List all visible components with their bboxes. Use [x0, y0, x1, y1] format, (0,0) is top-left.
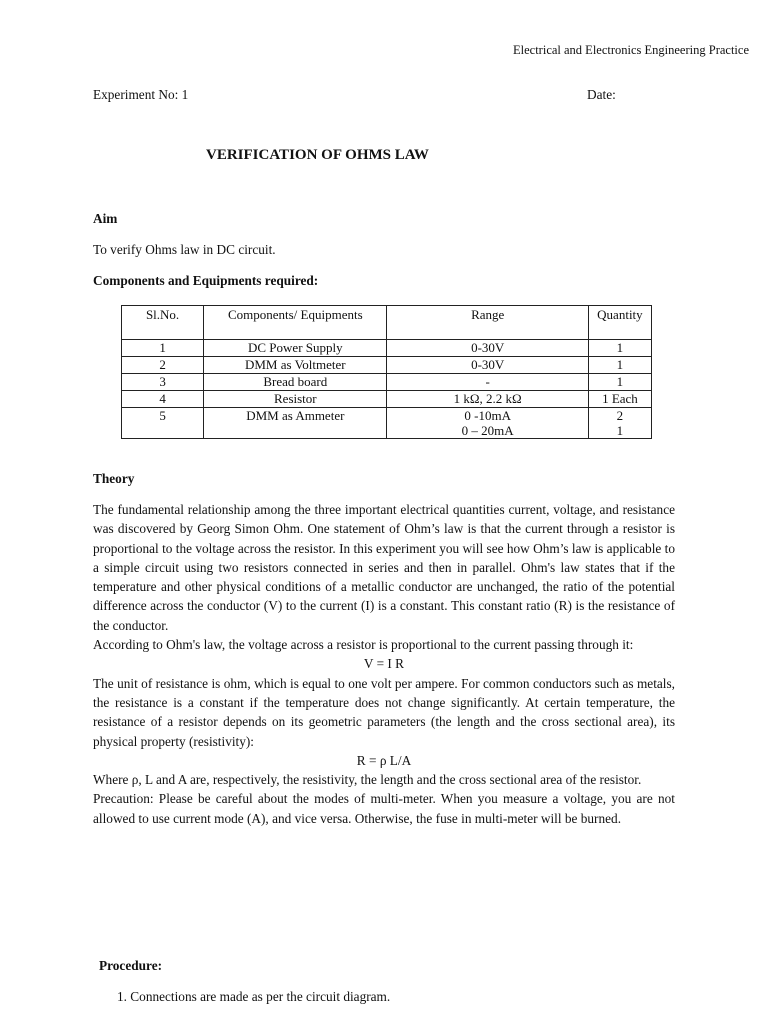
cell-sl: 2: [122, 357, 204, 374]
column-header: Components/ Equipments: [204, 306, 387, 340]
range-line: 0 -10mA: [464, 408, 511, 423]
cell-range: 1 kΩ, 2.2 kΩ: [387, 391, 588, 408]
table-row: [122, 391, 652, 408]
cell-range: 0-30V: [387, 340, 588, 357]
course-header: Electrical and Electronics Engineering Practice: [513, 43, 749, 57]
cell-sl: 5: [122, 408, 204, 439]
cell-item: DC Power Supply: [204, 340, 387, 357]
cell-range: 0-30V: [387, 357, 588, 374]
components-heading: Components and Equipments required:: [93, 273, 319, 288]
qty-line: 1: [616, 423, 624, 438]
equation-ohms-law: V = I R: [363, 656, 405, 672]
cell-item: Bread board: [204, 374, 387, 391]
column-header: Sl.No.: [122, 306, 204, 340]
column-header: Range: [387, 306, 588, 340]
theory-paragraph: The fundamental relationship among the three important electrical quantities current, voltage, and resistance was discovered by Georg Simon Ohm. One statement of Ohm’s law is that the current through a resistor is proportional to the voltage across the resistor. In this experiment you will see how Ohm’s law is applicable to a simple circuit using two resistors connected in series and then in parallel. Ohm's law states that if the temperature and other physical conditions of a metallic conductor are unchanged, the ratio of the potential difference across the conductor (V) to the current (I) is a constant. This constant ratio (R) is the resistance of the conductor.: [93, 502, 675, 633]
theory-paragraph: The unit of resistance is ohm, which is equal to one volt per ampere. For common conductors such as metals, the resistance is a constant if the temperature does not change significantly. At certain temperature, the resistance of a resistor depends on its geometric parameters (the length and the cross sectional area), its physical property (resistivity):: [93, 675, 675, 749]
cell-sl: 3: [122, 374, 204, 391]
date-label: Date:: [587, 87, 616, 102]
qty-line: 2: [616, 408, 624, 423]
table-row: [122, 357, 652, 374]
cell-item: DMM as Ammeter: [204, 408, 387, 439]
procedure-step: 1. Connections are made as per the circuit diagram.: [117, 989, 391, 1004]
cell-qty: 1: [588, 357, 651, 374]
table-row: [122, 408, 652, 439]
cell-item: DMM as Voltmeter: [204, 357, 387, 374]
cell-qty: 1 Each: [588, 391, 651, 408]
cell-range: -: [387, 374, 588, 391]
table-row: [122, 374, 652, 391]
table-row: [122, 340, 652, 357]
equation-resistivity: R = ρ L/A: [356, 752, 412, 768]
table-header-row: [122, 306, 652, 340]
cell-qty: 1: [588, 374, 651, 391]
aim-text: To verify Ohms law in DC circuit.: [93, 242, 276, 257]
cell-qty: [588, 408, 651, 439]
theory-heading: Theory: [93, 471, 135, 486]
page-title: VERIFICATION OF OHMS LAW: [206, 147, 429, 163]
theory-paragraph: Where ρ, L and A are, respectively, the resistivity, the length and the cross sectional area of the resistor.: [93, 772, 642, 788]
column-header: Quantity: [588, 306, 651, 340]
experiment-number: Experiment No: 1: [93, 87, 189, 102]
cell-item: Resistor: [204, 391, 387, 408]
cell-qty: 1: [588, 340, 651, 357]
theory-body: [93, 500, 675, 828]
theory-paragraph: According to Ohm's law, the voltage across a resistor is proportional to the current passing through it:: [93, 637, 634, 653]
procedure-heading: Procedure:: [99, 958, 163, 973]
cell-sl: 1: [122, 340, 204, 357]
cell-sl: 4: [122, 391, 204, 408]
range-line: 0 – 20mA: [461, 423, 514, 438]
aim-heading: Aim: [93, 211, 118, 226]
components-table: [121, 305, 652, 439]
cell-range: [387, 408, 588, 439]
precaution-paragraph: Precaution: Please be careful about the modes of multi-meter. When you measure a voltage, you are not allowed to use current mode (A), and vice versa. Otherwise, the fuse in multi-meter will be burned.: [93, 791, 675, 826]
